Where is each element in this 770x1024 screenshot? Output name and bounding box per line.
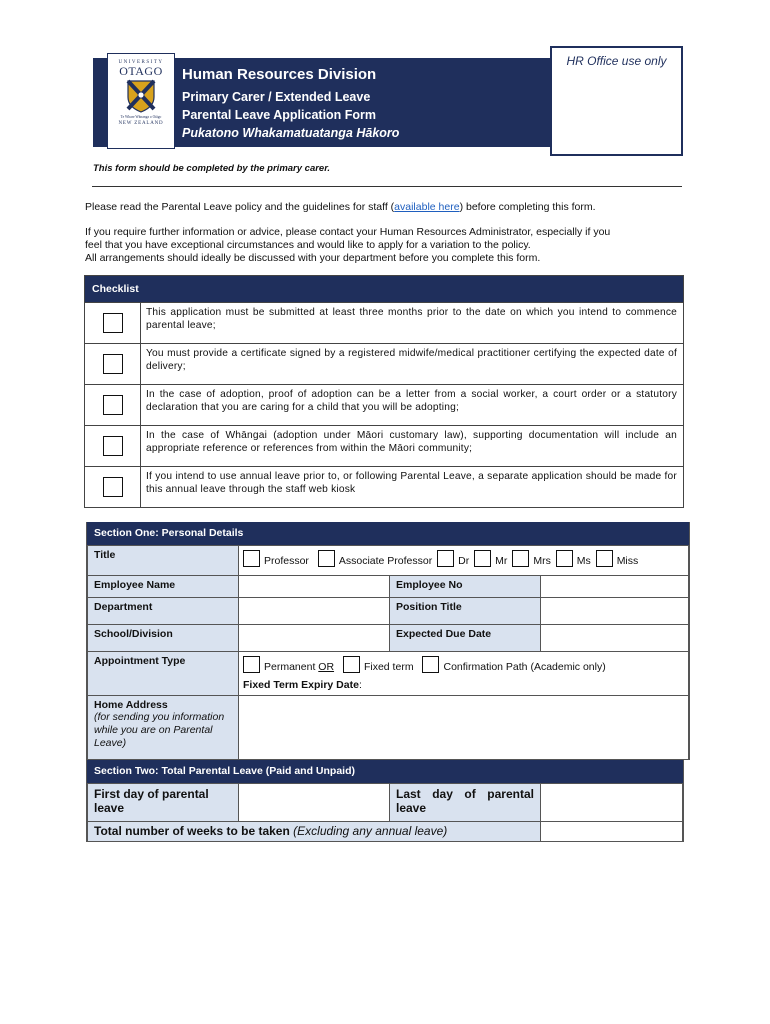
- advice-paragraph: [85, 226, 685, 265]
- total-weeks-text: Total number of weeks to be taken: [94, 824, 290, 838]
- policy-text-before: Please read the Parental Leave policy and the guidelines for staff (: [85, 201, 395, 213]
- logo-country-text: NEW ZEALAND: [118, 121, 164, 126]
- home-address-title: Home Address: [94, 699, 168, 711]
- last-day-field[interactable]: [541, 784, 683, 822]
- policy-paragraph: [85, 201, 685, 214]
- appointment-option-label: Fixed term: [363, 661, 414, 673]
- checklist-checkbox-2[interactable]: [103, 354, 123, 374]
- fixed-term-expiry-label: Fixed Term Expiry Date: [243, 679, 359, 691]
- title-option-label: Miss: [616, 555, 639, 567]
- title-checkbox-professor[interactable]: [243, 550, 260, 567]
- title-option-label: Associate Professor: [338, 555, 433, 567]
- expected-due-date-field[interactable]: [541, 625, 689, 652]
- title-checkbox-mr[interactable]: [474, 550, 491, 567]
- checklist-checkbox-4[interactable]: [103, 436, 123, 456]
- advice-line-1: If you require further information or advice, please contact your Human Resources Administrator, especially if you: [85, 226, 611, 238]
- employee-name-field[interactable]: [239, 576, 390, 598]
- logo-name-text: OTAGO: [119, 64, 163, 78]
- fixed-term-expiry[interactable]: [243, 679, 684, 691]
- appointment-or-text: OR: [318, 661, 335, 673]
- total-weeks-note: (Excluding any annual leave): [293, 824, 448, 838]
- title-checkbox-miss[interactable]: [596, 550, 613, 567]
- logo-maori-text: Te Whare Wānanga o Otāgo: [120, 115, 162, 119]
- checklist-table: [84, 275, 684, 508]
- title-option-label: Mrs: [533, 555, 551, 567]
- title-option-label: Mr: [495, 555, 508, 567]
- first-day-label: First day of parental leave: [88, 784, 239, 822]
- expected-due-date-label: Expected Due Date: [390, 625, 541, 652]
- advice-line-2: feel that you have exceptional circumstances and would like to apply for a variation to the policy.: [85, 239, 531, 251]
- position-title-label: Position Title: [390, 598, 541, 625]
- home-address-note: (for sending you information while you are on Parental Leave): [94, 711, 225, 749]
- parental-leave-table: [87, 783, 683, 842]
- appointment-checkbox-fixed-term[interactable]: [343, 656, 360, 673]
- total-weeks-field[interactable]: [541, 822, 683, 842]
- department-field[interactable]: [239, 598, 390, 625]
- available-here-link[interactable]: available here: [394, 201, 460, 213]
- section-two-heading: Section Two: Total Parental Leave (Paid and Unpaid): [87, 760, 683, 783]
- total-weeks-label: [88, 822, 541, 842]
- first-day-field[interactable]: [239, 784, 390, 822]
- crest-icon: [126, 79, 156, 113]
- advice-line-3: All arrangements should ideally be discussed with your department before you complete this form.: [85, 252, 541, 264]
- divider: [92, 186, 682, 187]
- checklist-item-text: In the case of Whāngai (adoption under Māori customary law), supporting documentation will include an appropriate reference or references from within the Māori community;: [146, 430, 677, 454]
- hr-office-label: HR Office use only: [566, 54, 667, 68]
- department-label: Department: [88, 598, 239, 625]
- school-division-label: School/Division: [88, 625, 239, 652]
- checklist-row: [85, 343, 683, 384]
- hr-office-box: [550, 46, 683, 156]
- title-checkbox-dr[interactable]: [437, 550, 454, 567]
- title-options: [239, 546, 689, 576]
- appointment-checkbox-confirmation-path[interactable]: [422, 656, 439, 673]
- primary-carer-note: This form should be completed by the primary carer.: [93, 163, 331, 174]
- form-subtitle-2: Parental Leave Application Form: [182, 108, 377, 122]
- checklist-item-text: This application must be submitted at least three months prior to the date on which you intend to commence parental leave;: [146, 307, 677, 331]
- home-address-label: [88, 696, 239, 760]
- appointment-checkbox-permanent[interactable]: [243, 656, 260, 673]
- employee-no-field[interactable]: [541, 576, 689, 598]
- university-logo: [107, 53, 175, 149]
- employee-no-label: Employee No: [390, 576, 541, 598]
- checklist-row: [85, 425, 683, 466]
- title-checkbox-associate-professor[interactable]: [318, 550, 335, 567]
- school-division-field[interactable]: [239, 625, 390, 652]
- title-option-label: Professor: [264, 555, 309, 567]
- appointment-type-options: [239, 652, 689, 696]
- checklist-checkbox-5[interactable]: [103, 477, 123, 497]
- checklist-heading: Checklist: [85, 276, 683, 302]
- appointment-option-label: Confirmation Path (Academic only): [443, 661, 606, 673]
- section-one-heading: Section One: Personal Details: [87, 522, 689, 545]
- last-day-label: Last day of parental leave: [390, 784, 541, 822]
- checklist-row: [85, 384, 683, 425]
- checklist-row: [85, 466, 683, 507]
- appointment-type-label: Appointment Type: [88, 652, 239, 696]
- checklist-item-text: You must provide a certificate signed by a registered midwife/medical practitioner certifying the expected date of delivery;: [146, 348, 677, 372]
- title-option-label: Ms: [576, 555, 591, 567]
- title-checkbox-mrs[interactable]: [512, 550, 529, 567]
- form-subtitle-maori: Pukatono Whakamatuatanga Hākoro: [182, 126, 400, 140]
- checklist-checkbox-3[interactable]: [103, 395, 123, 415]
- checklist-item-text: If you intend to use annual leave prior to, or following Parental Leave, a separate application should be made for this annual leave through the staff web kiosk: [146, 471, 677, 495]
- logo-university-text: UNIVERSITY: [118, 60, 164, 65]
- title-option-label: Dr: [458, 555, 470, 567]
- checklist-checkbox-1[interactable]: [103, 313, 123, 333]
- personal-details-table: [87, 545, 689, 760]
- policy-text-after: ) before completing this form.: [459, 201, 596, 213]
- checklist-item-text: In the case of adoption, proof of adoption can be a letter from a social worker, a court order or a statutory declaration that you are caring for a child that you will be adopting;: [146, 389, 677, 413]
- title-checkbox-ms[interactable]: [556, 550, 573, 567]
- home-address-field[interactable]: [239, 696, 689, 760]
- position-title-field[interactable]: [541, 598, 689, 625]
- section-two: [86, 760, 684, 842]
- fixed-term-expiry-colon: :: [358, 679, 362, 691]
- title-label: Title: [88, 546, 239, 576]
- form-subtitle-1: Primary Carer / Extended Leave: [182, 90, 371, 104]
- page-title: Human Resources Division: [182, 66, 377, 83]
- section-one: [86, 522, 690, 760]
- employee-name-label: Employee Name: [88, 576, 239, 598]
- appointment-option-label: Permanent: [264, 661, 316, 673]
- checklist-row: [85, 302, 683, 343]
